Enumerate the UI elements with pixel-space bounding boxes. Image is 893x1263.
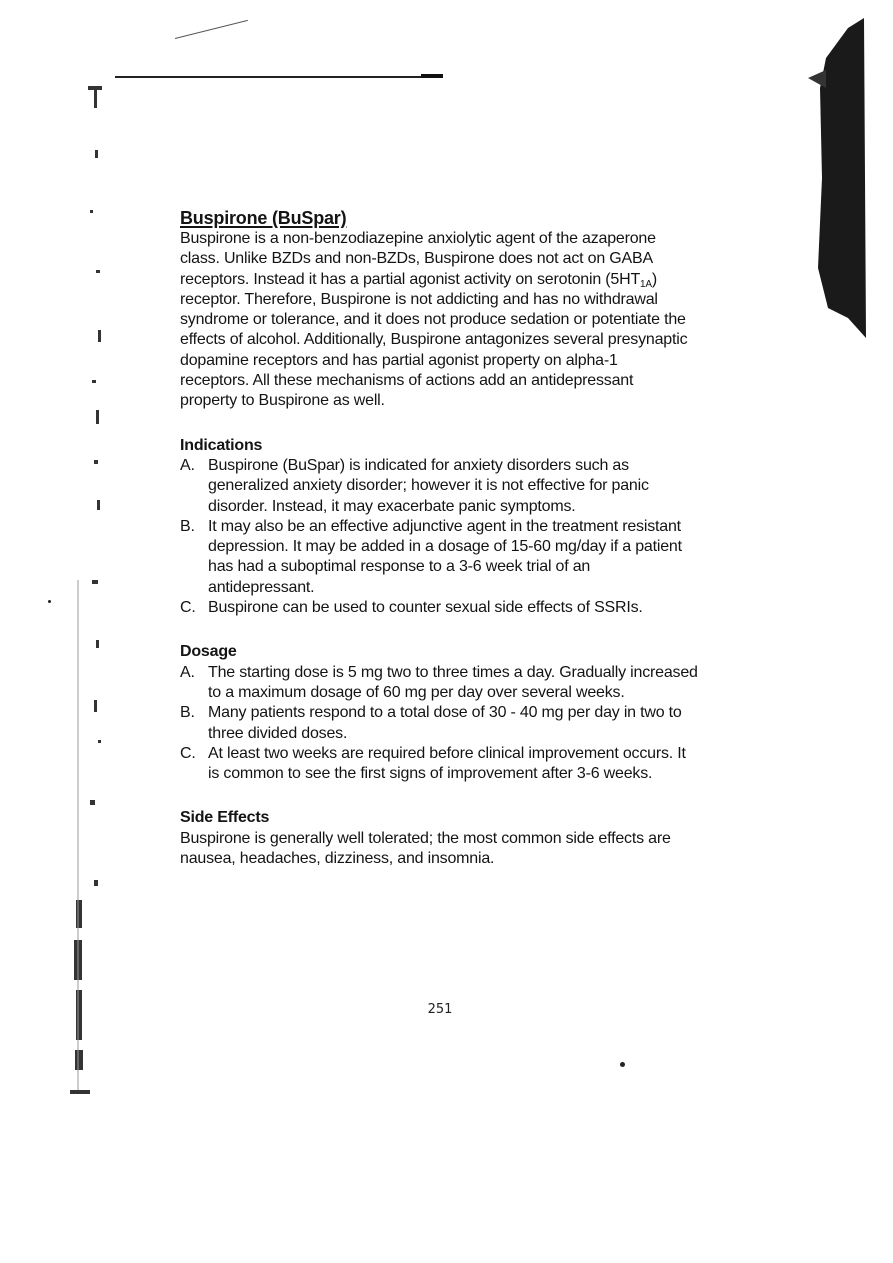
list-item	[180, 663, 700, 704]
side-effects-heading: Side Effects	[180, 809, 270, 827]
list-item	[180, 744, 700, 785]
side-effects-paragraph: Buspirone is generally well tolerated; the most common side effects are nausea, headaches, dizziness, and insomnia.	[180, 829, 671, 868]
list-item-text: At least two weeks are required before clinical improvement occurs. It is common to see the first signs of improvement after 3-6 weeks.	[208, 744, 686, 783]
page-number: 251	[427, 1002, 453, 1017]
list-item	[180, 703, 700, 744]
intro-paragraph	[180, 229, 690, 412]
list-marker: B.	[180, 517, 195, 535]
intro-subscript: 1A	[640, 278, 652, 290]
list-marker: C.	[180, 744, 196, 762]
list-item	[180, 598, 700, 618]
list-marker: A.	[180, 456, 195, 474]
intro-text-start: Buspirone is a non-benzodiazepine anxiolytic agent of the azaperone class. Unlike BZDs and non-BZDs, Buspirone does not act on GABA receptors. Instead it has a partial agonist activity on serotonin (5HT	[180, 230, 656, 288]
list-item-text: Many patients respond to a total dose of 30 - 40 mg per day in two to three divided doses.	[208, 704, 682, 742]
list-item	[180, 517, 700, 598]
indications-heading: Indications	[180, 436, 263, 454]
dosage-list	[180, 663, 700, 785]
list-marker: C.	[180, 599, 196, 617]
indications-list	[180, 456, 700, 618]
intro-text-end: ) receptor. Therefore, Buspirone is not addicting and has no withdrawal syndrome or tolerance, and it does not produce sedation or potentiate the effects of alcohol. Additionally, Buspirone antagonizes several presynaptic dopamine receptors and has partial agonist property on alpha-1 receptors. All these mechanisms of actions add an antidepressant property to Buspirone as well.	[180, 270, 688, 410]
scan-artifact-stroke	[175, 20, 248, 39]
list-item	[180, 456, 700, 517]
list-item-text: Buspirone can be used to counter sexual side effects of SSRIs.	[208, 599, 643, 617]
scan-artifact-dot	[620, 1062, 625, 1067]
scan-artifact-left-edge	[70, 80, 110, 1100]
document-body	[180, 207, 700, 869]
list-marker: A.	[180, 663, 195, 681]
dosage-heading: Dosage	[180, 643, 237, 661]
list-item-text: Buspirone (BuSpar) is indicated for anxiety disorders such as generalized anxiety disorder; however it is not effective for panic disorder. Instead, it may exacerbate panic symptoms.	[208, 456, 649, 515]
page-title: Buspirone (BuSpar)	[180, 208, 347, 228]
scan-artifact-top-rule	[115, 76, 443, 78]
scan-artifact-dot	[48, 600, 51, 603]
list-marker: B.	[180, 704, 195, 722]
list-item-text: The starting dose is 5 mg two to three times a day. Gradually increased to a maximum dosage of 60 mg per day over several weeks.	[208, 663, 698, 701]
scan-artifact-binding-edge	[808, 18, 868, 338]
list-item-text: It may also be an effective adjunctive agent in the treatment resistant depression. It may be added in a dosage of 15-60 mg/day if a patient has had a suboptimal response to a 3-6 week trial of an antidepressant.	[208, 517, 682, 596]
